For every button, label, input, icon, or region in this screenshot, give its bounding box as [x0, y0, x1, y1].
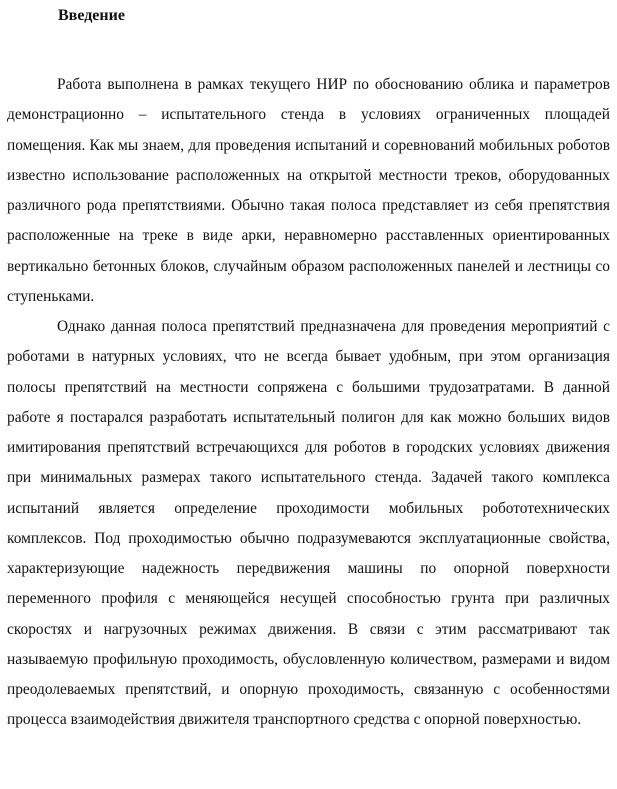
paragraph-2: Однако данная полоса препятствий предназначена для проведения мероприятий с роботами в натурных условиях, что не всегда бывает удобным, при этом организация полосы препятствий на местности сопряжена с большими трудозатратами. В данной работе я постарался разработать испытательный полигон для как можно больших видов имитирования препятствий встречающихся для роботов в городских условиях движения при минимальных размерах такого испытательного стенда. Задачей такого комплекса испытаний является определение проходимости мобильных робототехнических комплексов. Под проходимостью обычно подразумеваются эксплуатационные свойства, характеризующие надежность передвижения машины по опорной поверхности переменного профиля с меняющейся несущей способностью грунта при различных скоростях и нагрузочных режимах движения. В связи с этим рассматривают так называемую профильную проходимость, обусловленную количеством, размерами и видом преодолеваемых препятствий, и опорную проходимость, связанную с особенностями процесса взаимодействия движителя транспортного средства с опорной поверхностью.	[7, 318, 610, 729]
paragraph-1: Работа выполнена в рамках текущего НИР по обоснованию облика и параметров демонстрационно – испытательного стенда в условиях ограниченных площадей помещения. Как мы знаем, для проведения испытаний и соревнований мобильных роботов известно использование расположенных на открытой местности треков, оборудованных различного рода препятствиями. Обычно такая полоса представляет из себя препятствия расположенные на треке в виде арки, неравномерно расставленных ориентированных вертикально бетонных блоков, случайным образом расположенных панелей и лестницы со ступеньками.	[7, 76, 610, 305]
document-body	[7, 70, 610, 736]
page-title: Введение	[58, 7, 125, 24]
